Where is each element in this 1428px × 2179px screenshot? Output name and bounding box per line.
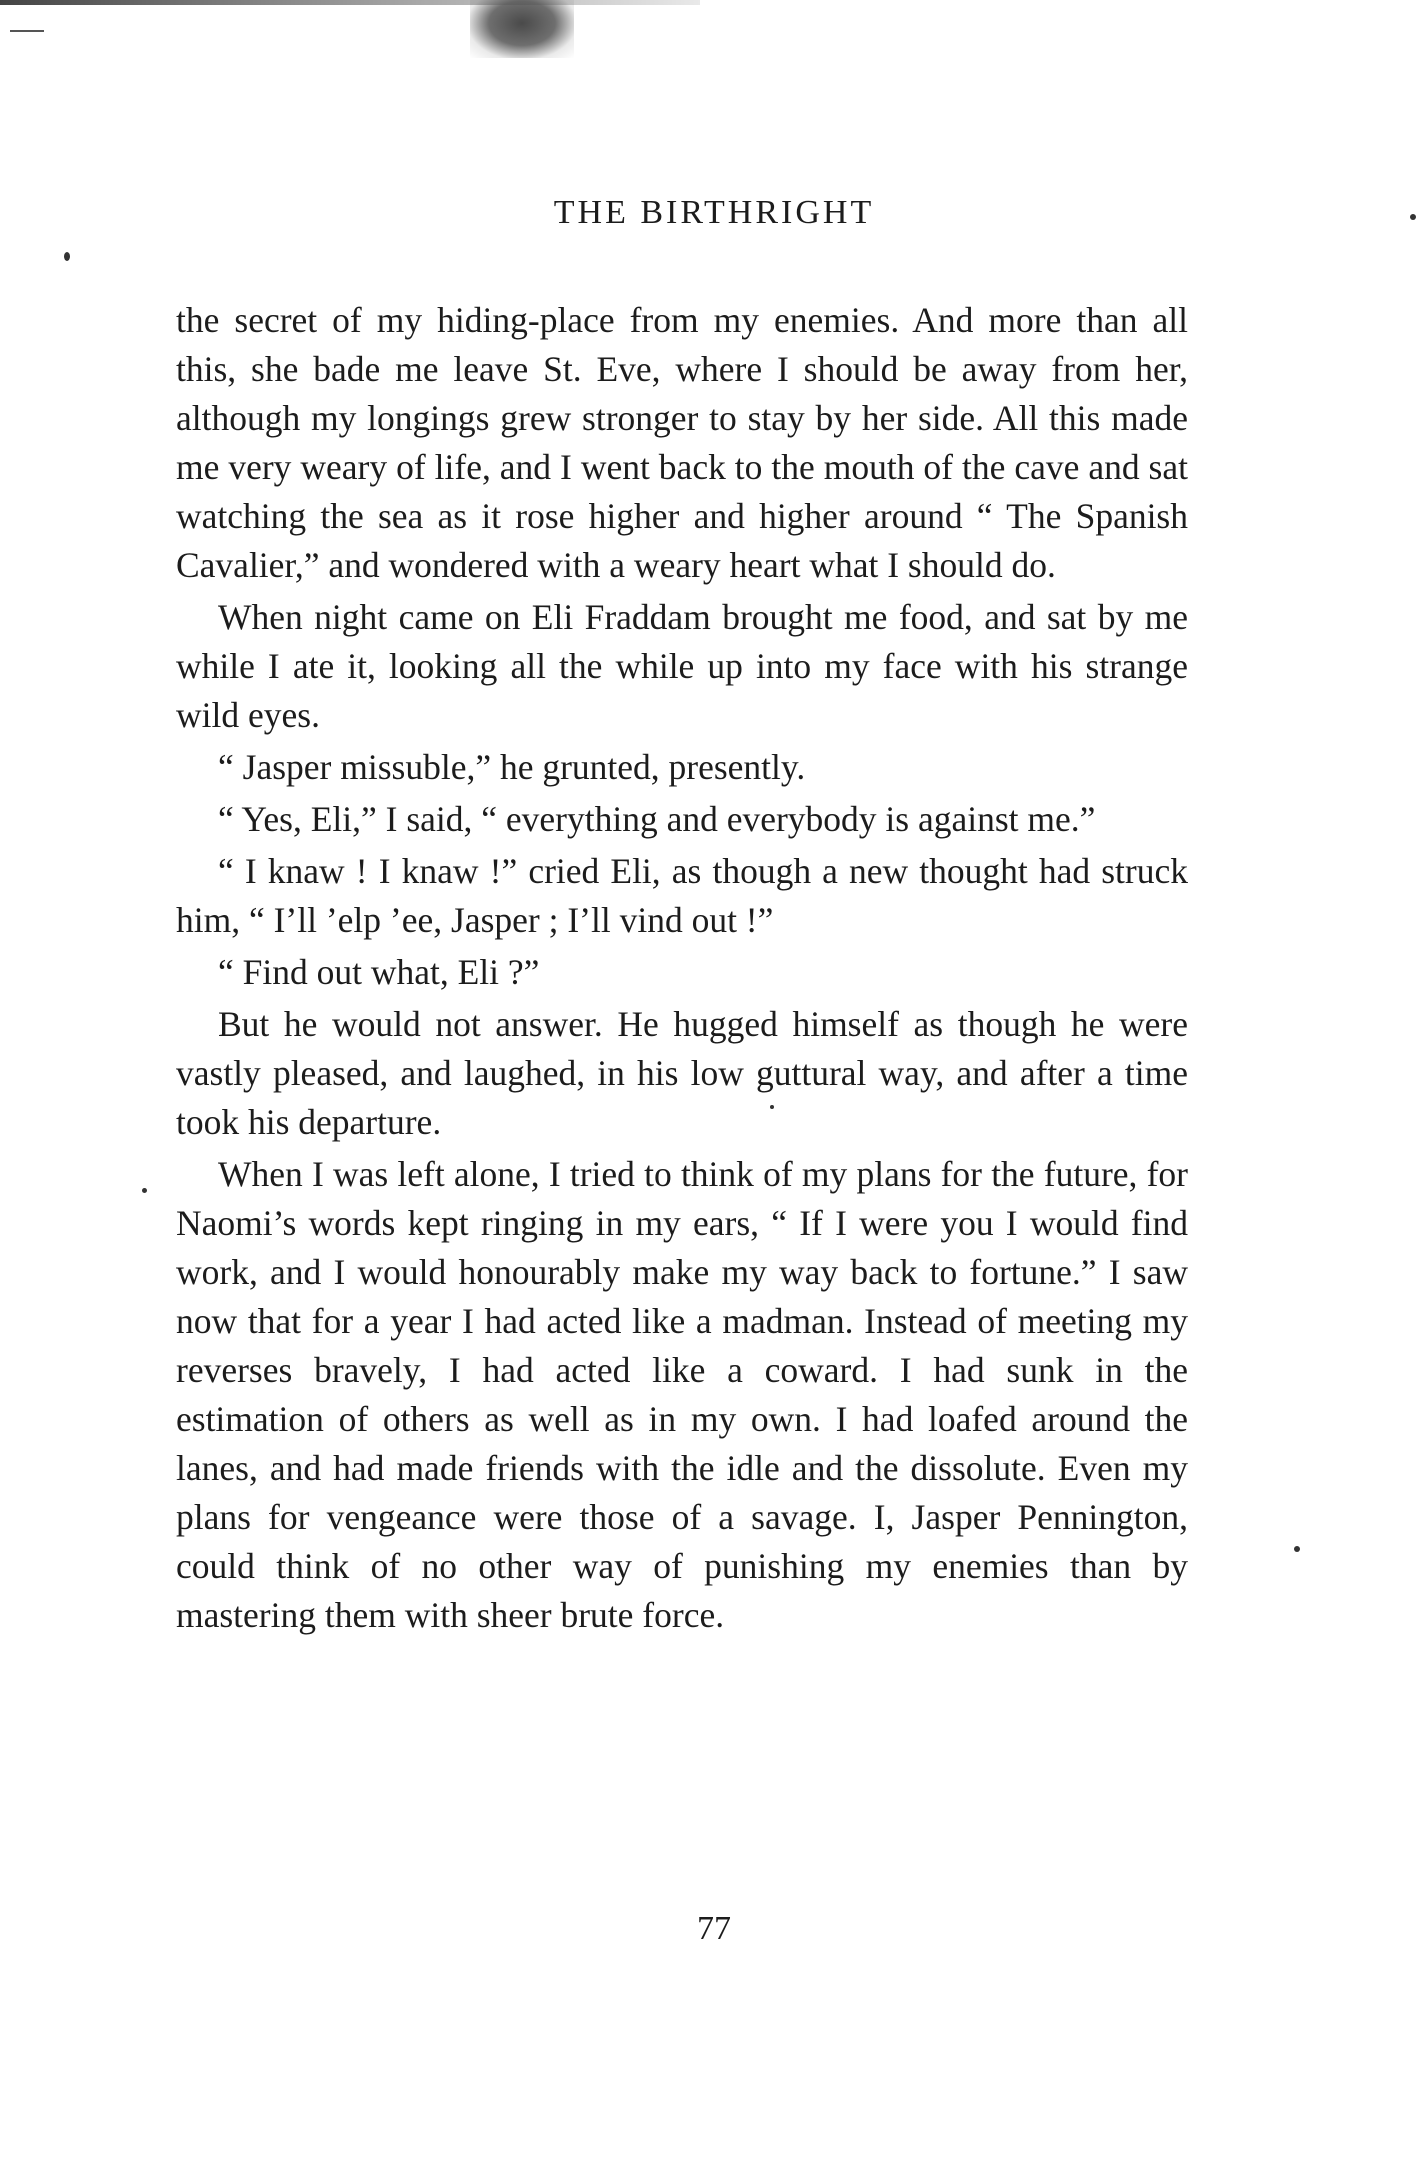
- speck-artifact: [64, 252, 70, 261]
- scan-edge-artifact: [0, 0, 700, 5]
- running-header-title: THE BIRTHRIGHT: [553, 194, 875, 231]
- paragraph: “ Jasper missuble,” he grunted, presently.: [218, 747, 806, 787]
- paragraph: When I was left alone, I tried to think of my plans for the future, for Naomi’s words kept ringing in my ears, “ If I were you I would find work, and I would honourably make my way back to fortune.” I saw now that for a year I had acted like a madman. Instead of meeting my reverses bravely, I had acted like a coward. I had sunk in the estimation of others as well as in my own. I had loafed around the lanes, and had made friends with the idle and the dissolute. Even my plans for vengeance were those of a savage. I, Jasper Pennington, could think of no other way of punishing my enemies than by mastering them with sheer brute force.: [176, 1154, 1188, 1635]
- paragraph: When night came on Eli Fraddam brought me food, and sat by me while I ate it, looking all the while up into my face with his strange wild eyes.: [176, 597, 1188, 735]
- page-number: 77: [697, 1910, 731, 1947]
- paragraph: the secret of my hiding-place from my enemies. And more than all this, she bade me leave St. Eve, where I should be away from her, although my longings grew stronger to stay by her side. All this made me very weary of life, and I went back to the mouth of the cave and sat watching the sea as it rose higher and higher around “ The Spanish Cavalier,” and wondered with a weary heart what I should do.: [176, 300, 1188, 585]
- speck-artifact: [142, 1188, 147, 1193]
- paragraph: “ Find out what, Eli ?”: [218, 952, 540, 992]
- paragraph: “ I knaw ! I knaw !” cried Eli, as though a new thought had struck him, “ I’ll ’elp ’ee, Jasper ; I’ll vind out !”: [176, 851, 1188, 940]
- paragraph: “ Yes, Eli,” I said, “ everything and everybody is against me.”: [218, 799, 1096, 839]
- body-text: [176, 296, 1188, 1643]
- paragraph: But he would not answer. He hugged himself as though he were vastly pleased, and laughed, in his low guttural way, and after a time took his departure.: [176, 1004, 1188, 1142]
- scan-smudge-mark: [470, 0, 574, 58]
- scan-dash-artifact: [10, 30, 44, 32]
- speck-artifact: [1294, 1546, 1300, 1552]
